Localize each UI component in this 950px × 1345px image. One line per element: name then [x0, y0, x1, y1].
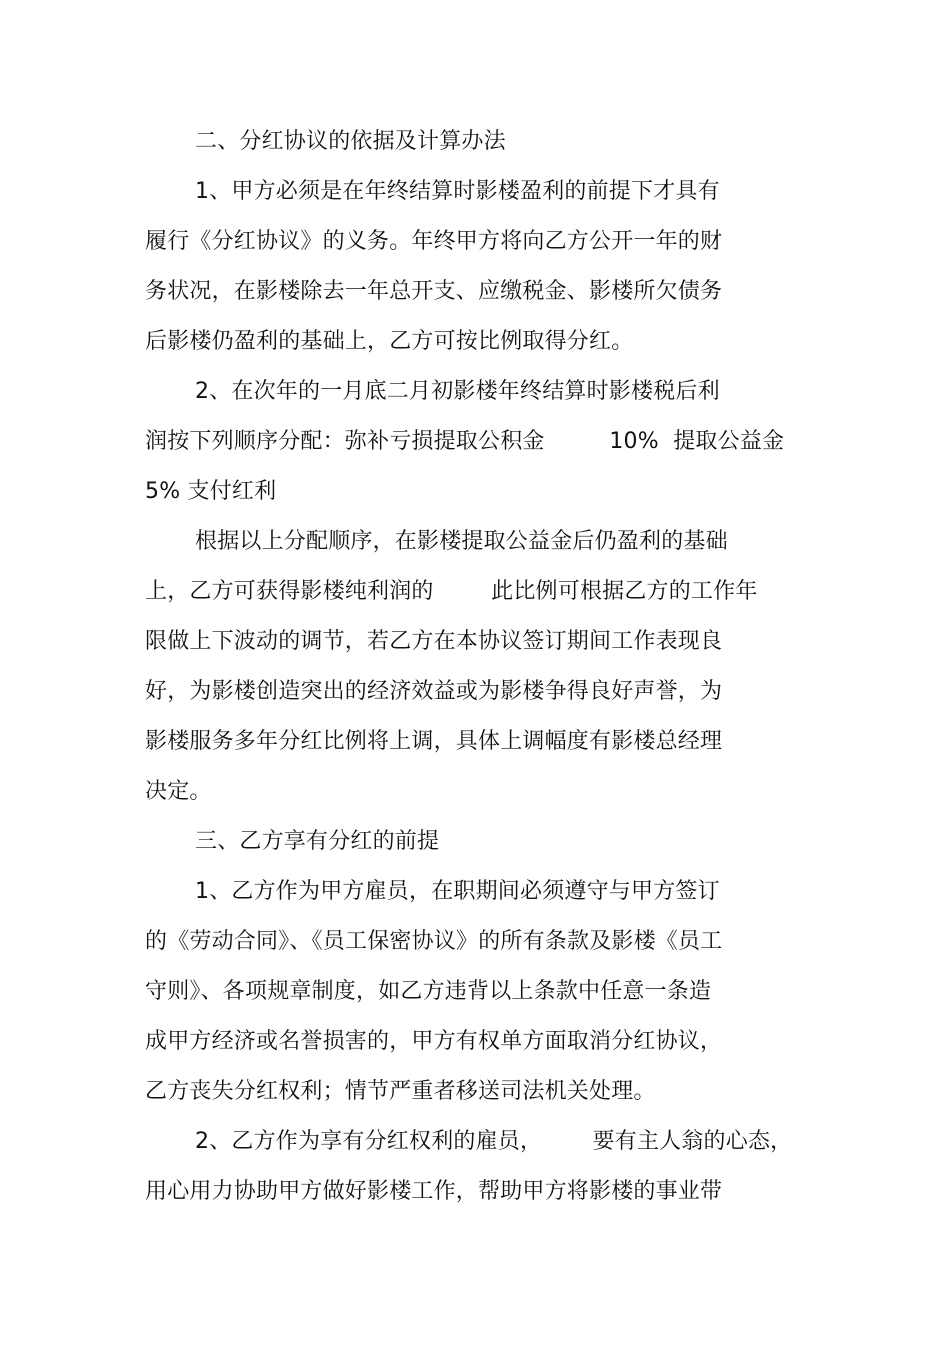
- paragraph-line: 2、乙方作为享有分红权利的雇员， 要有主人翁的心态，: [195, 1129, 793, 1154]
- section-heading-2: 二、分红协议的依据及计算办法: [195, 129, 506, 154]
- paragraph-line: 5% 支付红利: [145, 479, 277, 504]
- section-heading-3: 三、乙方享有分红的前提: [195, 829, 440, 854]
- paragraph-line: 1、甲方必须是在年终结算时影楼盈利的前提下才具有: [195, 179, 720, 204]
- paragraph-line: 乙方丧失分红权利；情节严重者移送司法机关处理。: [145, 1079, 656, 1104]
- paragraph-line: 1、乙方作为甲方雇员，在职期间必须遵守与甲方签订: [195, 879, 720, 904]
- paragraph-line: 根据以上分配顺序，在影楼提取公益金后仍盈利的基础: [195, 529, 728, 554]
- paragraph-line: 用心用力协助甲方做好影楼工作，帮助甲方将影楼的事业带: [145, 1179, 723, 1204]
- paragraph-line: 成甲方经济或名誉损害的，甲方有权单方面取消分红协议，: [145, 1029, 723, 1054]
- paragraph-line: 后影楼仍盈利的基础上，乙方可按比例取得分红。: [145, 329, 634, 354]
- paragraph-line: 的《劳动合同》、《员工保密协议》的所有条款及影楼《员工: [145, 929, 723, 954]
- paragraph-line: 限做上下波动的调节，若乙方在本协议签订期间工作表现良: [145, 629, 723, 654]
- paragraph-line: 履行《分红协议》的义务。年终甲方将向乙方公开一年的财: [145, 229, 723, 254]
- paragraph-line: 决定。: [145, 779, 212, 804]
- paragraph-line: 守则》、各项规章制度，如乙方违背以上条款中任意一条造: [145, 979, 712, 1004]
- paragraph-line: 上，乙方可获得影楼纯利润的 此比例可根据乙方的工作年: [145, 579, 758, 604]
- paragraph-line: 润按下列顺序分配：弥补亏损提取公积金 10% 提取公益金: [145, 429, 785, 454]
- paragraph-line: 务状况，在影楼除去一年总开支、应缴税金、影楼所欠债务: [145, 279, 723, 304]
- paragraph-line: 2、在次年的一月底二月初影楼年终结算时影楼税后利: [195, 379, 720, 404]
- paragraph-line: 影楼服务多年分红比例将上调，具体上调幅度有影楼总经理: [145, 729, 723, 754]
- paragraph-line: 好，为影楼创造突出的经济效益或为影楼争得良好声誉，为: [145, 679, 723, 704]
